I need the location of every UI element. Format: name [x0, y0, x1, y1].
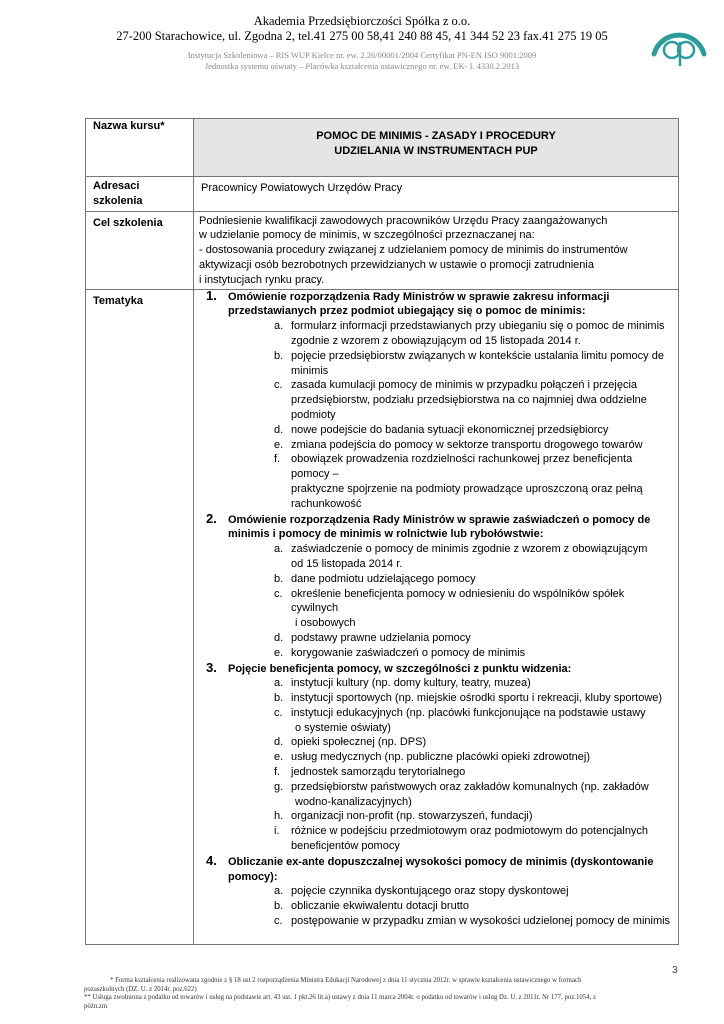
course-table [85, 118, 679, 945]
topic-item-line: obliczanie ekwiwalentu dotacji brutto [291, 900, 469, 913]
topic-item-line: zaświadczenie o pomocy de minimis zgodnie z wzorem z obowiązującym [291, 543, 648, 556]
course-name-label: Nazwa kursu* [86, 119, 194, 177]
topic-item [228, 319, 672, 349]
topic-item [228, 587, 672, 631]
topic-item-line: zmiana podejścia do pomocy w sektorze transportu drogowego towarów [291, 438, 643, 451]
topic-item-letter: c. [274, 706, 283, 719]
topic-item-line: minimis [291, 364, 329, 377]
topic-item-letter: h. [274, 810, 284, 823]
course-title [194, 119, 679, 177]
topic-item-line: formularz informacji przedstawianych przy ubieganiu się o pomoc de minimis [291, 320, 665, 333]
topic-item-line: rachunkowość [291, 497, 362, 510]
topic-item-line: pojęcie przedsiębiorstw związanych w kontekście ustalania limitu pomocy de [291, 349, 664, 362]
topic-item-letter: e. [274, 438, 284, 451]
topic-item [228, 438, 672, 453]
topic-item-line: instytucji edukacyjnych (np. placówki funkcjonujące na podstawie ustawy [291, 706, 646, 719]
topic-section [200, 852, 672, 929]
topic-item-letter: f. [274, 766, 281, 779]
topic-item [228, 750, 672, 765]
topics-row [86, 289, 679, 944]
topic-item [228, 780, 672, 810]
topic-item [228, 378, 672, 422]
footnotes [84, 977, 664, 1011]
topic-item-letter: a. [274, 677, 284, 690]
course-title-line: UDZIELANIA W INSTRUMENTACH PUP [334, 144, 538, 157]
audience-label [86, 177, 194, 212]
topic-item [228, 542, 672, 572]
topic-item-line: określenie beneficjenta pomocy w odniesieniu do wspólników spółek cywilnych [291, 587, 625, 615]
topic-item [228, 452, 672, 511]
topic-item-letter: a. [274, 885, 284, 898]
topic-item-line: podstawy prawne udzielania pomocy [291, 631, 471, 644]
company-name: Akademia Przedsiębiorczości Spółka z o.o. [253, 14, 471, 28]
topic-item-line: obowiązek prowadzenia rozdzielności rachunkowej przez beneficjenta pomocy – [291, 453, 633, 481]
topic-item [228, 899, 672, 914]
topic-item [228, 914, 672, 929]
topic-item-line: beneficjentów pomocy [291, 840, 400, 853]
topic-title-line: przedstawianych przez podmiot ubiegający się o pomoc de minimis: [228, 305, 586, 318]
topic-item-letter: b. [274, 692, 284, 705]
institution-registration: Instytucja Szkoleniowa – RIS WUP Kielce nr. ew. 2.26/00001/2004 Certyfikat PN-EN ISO 9001:2009 [187, 50, 537, 60]
topic-item-line: dane podmiotu udzielającego pomocy [291, 572, 476, 585]
topic-item [228, 691, 672, 706]
topic-item-letter: e. [274, 751, 284, 764]
topics-list [194, 289, 679, 944]
topic-title-line: Omówienie rozporządzenia Rady Ministrów w sprawie zaświadczeń o pomocy de [228, 513, 651, 526]
topic-number: 3. [206, 659, 217, 675]
topic-item-line: przedsiębiorstw państwowych oraz zakładów komunalnych (np. zakładów [291, 780, 649, 793]
audience-label-line: Adresaci [93, 180, 140, 192]
topic-item-letter: c. [274, 915, 283, 928]
topic-item [228, 646, 672, 661]
company-address: 27-200 Starachowice, ul. Zgodna 2, tel.41 275 00 58,41 240 88 45, 41 344 52 23 fax.41 275 19 05 [116, 29, 608, 43]
topic-item [228, 809, 672, 824]
topic-item-line: instytucji sportowych (np. miejskie ośrodki sportu i rekreacji, kluby sportowe) [291, 692, 663, 705]
footnote-education-form-cont: pozaszkolnych (DZ. U. z 2014r. poz.622) [84, 985, 197, 993]
topic-section [200, 659, 672, 854]
topic-item-line: różnice w podejściu przedmiotowym oraz podmiotowym do potencjalnych [291, 825, 649, 838]
topic-items [228, 676, 672, 854]
topic-item-letter: e. [274, 646, 284, 659]
topic-item-line: zasada kumulacji pomocy de minimis w przypadku połączeń i przejęcia [291, 379, 638, 392]
topic-item-line: praktyczne spojrzenie na podmioty prowadzące uproszczoną oraz pełną [291, 482, 643, 495]
topic-items [228, 542, 672, 660]
topic-item-letter: c. [274, 587, 283, 600]
topic-item-line: od 15 listopada 2014 r. [291, 557, 403, 570]
footnote-vat-exemption: ** Usługa zwolniona z podatku od towarów i usług na podstawie art. 43 ust. 1 pkt.26 lit.a) ustawy z dnia 11 marca 2004r. o podatku od towarów i usług Dz. U. z 2011r. Nr 177, poz.1054, z [84, 994, 597, 1002]
topic-item [228, 884, 672, 899]
topic-item-letter: d. [274, 423, 284, 436]
topic-item-letter: d. [274, 736, 284, 749]
goal-line: w udzielanie pomocy de minimis, w szczególności przeznaczanej na: [199, 229, 535, 242]
topic-item [228, 735, 672, 750]
course-name-row [86, 119, 679, 177]
audience-value: Pracownicy Powiatowych Urzędów Pracy [194, 177, 679, 212]
education-unit-registration: Jednostka systemu oświaty – Placówka kształcenia ustawicznego nr. ew. EK- I. 4330.2.2013 [204, 61, 520, 71]
topic-number: 1. [206, 287, 217, 303]
topic-item-line: korygowanie zaświadczeń o pomocy de minimis [291, 646, 526, 659]
topic-item-line: pojęcie czynnika dyskontującego oraz stopy dyskontowej [291, 885, 569, 898]
topic-item-line: nowe podejście do badania sytuacji ekonomicznej przedsiębiorcy [291, 423, 609, 436]
topic-item [228, 349, 672, 379]
topic-item-letter: d. [274, 631, 284, 644]
audience-label-line: szkolenia [93, 194, 143, 207]
topic-item-letter: b. [274, 900, 284, 913]
topics-label: Tematyka [86, 289, 194, 944]
goal-line: - dostosowania procedury związanej z udzielaniem pomocy de minimis do instrumentów [199, 244, 628, 257]
topic-item-letter: b. [274, 572, 284, 585]
topic-number: 4. [206, 852, 217, 868]
goal-row [86, 211, 679, 289]
footnote-vat-exemption-cont: późn.zm [84, 1002, 108, 1010]
goal-text [194, 211, 679, 289]
topic-item [228, 423, 672, 438]
goal-line: aktywizacji osób bezrobotnych przewidzianych w ustawie o promocji zatrudnienia [199, 258, 594, 271]
topic-number: 2. [206, 510, 217, 526]
page-number: 3 [672, 965, 678, 976]
topic-item-letter: a. [274, 543, 284, 556]
topic-title-line: Omówienie rozporządzenia Rady Ministrów w sprawie zakresu informacji [228, 290, 610, 303]
topic-item [228, 706, 672, 736]
footnote-education-form: * Forma kształcenia realizowana zgodnie z § 18 ust 2 rozporządzenia Ministra Edukacji Narodowej z dnia 11 stycznia 2012r. w sprawie kształcenia ustawicznego w formach [110, 977, 582, 984]
goal-line: i instytucjach rynku pracy. [199, 273, 325, 286]
topic-item [228, 572, 672, 587]
topic-title-line: minimis i pomocy de minimis w rolnictwie lub rybołówstwie: [228, 528, 544, 541]
topic-section [200, 510, 672, 661]
topic-section [200, 287, 672, 512]
topic-item-line: i osobowych [295, 617, 356, 630]
topic-item-line: podmioty [291, 408, 336, 421]
letterhead [0, 14, 724, 72]
topic-item [228, 765, 672, 780]
topic-item-letter: a. [274, 320, 284, 333]
topic-item-letter: c. [274, 379, 283, 392]
topic-item [228, 824, 672, 854]
topic-item-line: organizacji non-profit (np. stowarzyszeń, fundacji) [291, 810, 533, 823]
topic-item-line: wodno-kanalizacyjnych) [295, 795, 412, 808]
goal-line: Podniesienie kwalifikacji zawodowych pracowników Urzędu Pracy zaangażowanych [199, 214, 608, 227]
course-title-line: POMOC DE MINIMIS - ZASADY I PROCEDURY [316, 130, 556, 142]
topic-item-line: postępowanie w przypadku zmian w wysokości udzielonej pomocy de minimis [291, 915, 671, 928]
topic-item-line: jednostek samorządu terytorialnego [291, 766, 466, 779]
topic-item-letter: i. [274, 825, 280, 838]
topic-item [228, 676, 672, 691]
topic-title-line: Obliczanie ex-ante dopuszczalnej wysokości pomocy de minimis (dyskontowanie [228, 855, 654, 868]
topic-item-line: instytucji kultury (np. domy kultury, teatry, muzea) [291, 677, 531, 690]
topic-title-line: pomocy): [228, 870, 278, 883]
topic-title-line: Pojęcie beneficjenta pomocy, w szczególności z punktu widzenia: [228, 662, 572, 675]
topic-item-line: opieki społecznej (np. DPS) [291, 736, 427, 749]
topic-items [228, 319, 672, 511]
topic-items [228, 884, 672, 928]
audience-row [86, 177, 679, 212]
topic-item-line: usług medycznych (np. publiczne placówki opieki zdrowotnej) [291, 751, 590, 764]
topic-item-letter: f. [274, 453, 281, 466]
ap-logo-icon [650, 14, 708, 70]
topic-item-line: o systemie oświaty) [295, 721, 391, 734]
goal-label: Cel szkolenia [86, 211, 194, 289]
topic-item [228, 631, 672, 646]
topic-item-letter: g. [274, 780, 284, 793]
topic-item-line: zgodnie z wzorem z obowiązującym od 15 listopada 2014 r. [291, 334, 581, 347]
topic-item-letter: b. [274, 349, 284, 362]
topic-item-line: przedsiębiorstw, podziału przedsiębiorstwa na co najmniej dwa oddzielne [291, 394, 647, 407]
